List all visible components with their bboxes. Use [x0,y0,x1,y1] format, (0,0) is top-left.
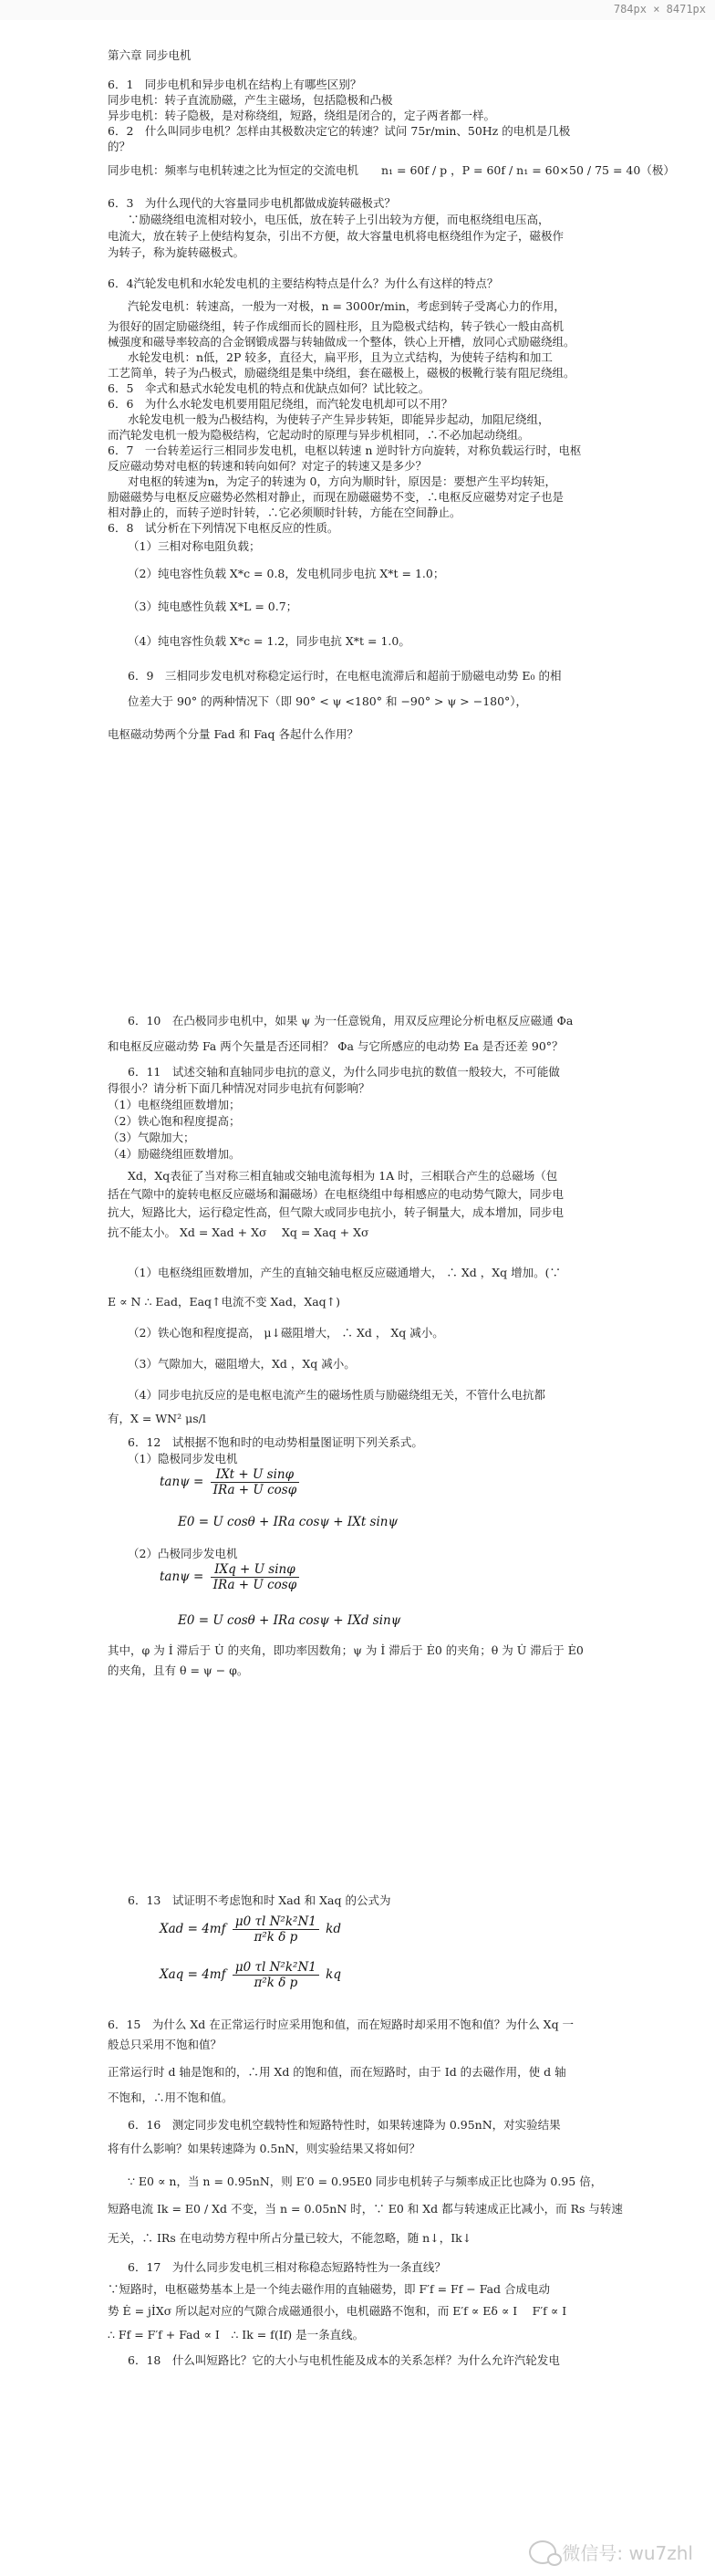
text-line: ∴ Ff = F′f + Fad ∝ I ∴ Ik = f(If) 是一条直线。 [108,2328,365,2341]
text-line: 电枢磁动势两个分量 Fad 和 Faq 各起什么作用？ [108,727,358,741]
text-line: （3）纯电感性负载 X*L = 0.7； [128,600,298,613]
text-line: 为很好的固定励磁绕组，转子作成细而长的圆柱形，且为隐极式结构，转子铁心一般由高机 [108,319,565,333]
text-line: 正常运行时 d 轴是饱和的，∴用 Xd 的饱和值，而在短路时，由于 Id 的去磁作用，使 d 轴 [108,2065,566,2079]
text-line: 抗不能太小。 Xd = Xad + Xσ Xq = Xaq + Xσ [108,1225,369,1239]
text-line: 水轮发电机：n低，2P 较多，直径大，扁平形，且为立式结构，为使转子结构和加工 [128,350,553,364]
text-line: （1）隐极同步发电机 [128,1452,238,1465]
text-line: 6．15 为什么 Xd 在正常运行时应采用饱和值，而在短路时却采用不饱和值？为什么 Xq 一 [108,2018,575,2031]
text-line: （3）气隙加大，磁阻增大，Xd ，Xq 减小。 [128,1357,356,1371]
text-line: ∵ E0 ∝ n，当 n = 0.95nN，则 E′0 = 0.95E0 同步电机转子与频率成正比也降为 0.95 倍， [128,2174,603,2188]
text-line: 位差大于 90° 的两种情况下（即 90° < ψ <180° 和 −90° > ψ > −180°）， [128,694,528,708]
e0-equation-cylindrical: E0 = U cosθ + IRa cosψ + IXt sinψ [178,1515,399,1529]
image-size-label: 784px × 8471px [613,3,706,16]
text-line: 相对静止的，而转子逆时针转，∴它必须顺时针转，方能在空间静止。 [108,506,461,519]
text-line: 有，X = WN² μs/l [108,1412,206,1425]
text-line: 反应磁动势对电枢的转速和转向如何？对定子的转速又是多少？ [108,459,428,473]
text-line: （2）凸极同步发电机 [128,1547,238,1560]
equation-poles: n₁ = 60f / p ，P = 60f / n₁ = 60×50 / 75 = 40（极） [381,163,675,177]
text-line: 水轮发电机一般为凸极结构，为使转子产生异步转矩，即能异步起动，加阻尼绕组， [128,412,550,426]
text-line: 6．3 为什么现代的大容量同步电机都做成旋转磁极式？ [108,196,396,210]
text-line: 势 Ė = jİXσ 所以起对应的气隙合成磁通很小，电机磁路不饱和，而 E′f ∝ Eδ ∝ I F′f ∝ I [108,2304,567,2318]
xad-formula: Xad = 4mf $\frac{\text{μ0 τl N²k²N1}}{\text{π²k δ p}}$ kd [160,1914,341,1945]
text-line: E ∝ N ∴ Ead，Eaq↑电流不变 Xad，Xaq↑) [108,1295,341,1309]
text-line: 将有什么影响？如果转速降为 0.5nN，则实验结果又将如何？ [108,2142,420,2155]
text-line: ∵励磁绕组电流相对较小，电压低，放在转子上引出较为方便，而电枢绕组电压高， [128,213,550,226]
text-line: 抗大，短路比大，运行稳定性高，但气隙大或同步电抗小，转子铜量大，成本增加，同步电 [108,1205,565,1219]
text-line: 得很小？请分析下面几种情况对同步电抗有何影响？ [108,1081,370,1095]
text-line: 而汽轮发电机一般为隐极结构，它起动时的原理与异步机相同，∴不必加起动绕组。 [108,428,530,442]
tan-psi-equation-cylindrical: tanψ = $\frac{\text{IXt + U sinφ}}{\text{IRa + U cosφ}}$ [160,1467,302,1497]
text-line: （1）三相对称电阻负载； [128,539,261,553]
text-line: 对电枢的转速为n，为定子的转速为 0，方向为顺时针，原因是：要想产生平均转矩， [128,475,556,488]
tan-psi-equation-salient: tanψ = $\frac{\text{IXq + U sinφ}}{\text{IRa + U cosφ}}$ [160,1562,302,1592]
text-line: 的夹角，且有 θ = ψ − φ。 [108,1663,249,1677]
text-line: 6．9 三相同步发电机对称稳定运行时，在电枢电流滞后和超前于励磁电动势 E₀ 的相 [128,669,562,683]
watermark-text: 微信号: wu7zhl [562,2542,693,2564]
text-line: 般总只采用不饱和值？ [108,2038,223,2051]
text-line: 6．4汽轮发电机和水轮发电机的主要结构特点是什么？为什么有这样的特点？ [108,276,499,290]
text-line: 异步电机：转子隐极，是对称绕组，短路，绕组是闭合的，定子两者都一样。 [108,109,496,122]
text-line: 6．18 什么叫短路比？它的大小与电机性能及成本的关系怎样？为什么允许汽轮发电 [128,2353,560,2367]
text-line: 6．17 为什么同步发电机三相对称稳态短路特性为一条直线？ [128,2260,446,2274]
text-line: 电流大，放在转子上使结构复杂，引出不方便，故大容量电机将电枢绕组作为定子，磁极作 [108,229,565,243]
text-line: （4）同步电抗反应的是电枢电流产生的磁场性质与励磁绕组无关，不管什么电抗都 [128,1388,545,1402]
text-line: （1）电枢绕组匝数增加，产生的直轴交轴电枢反应磁通增大， ∴ Xd ，Xq 增加。(∵ [128,1266,562,1279]
text-line: 的？ [108,140,131,153]
text-line: 为转子，称为旋转磁极式。 [108,245,245,259]
wechat-watermark [529,2539,693,2565]
text-line: 6．13 试证明不考虑饱和时 Xad 和 Xaq 的公式为 [128,1893,391,1907]
xaq-formula: Xaq = 4mf $\frac{\text{μ0 τl N²k²N1}}{\text{π²k δ p}}$ kq [160,1960,341,1990]
text-line: 不饱和，∴用不饱和值。 [108,2091,233,2104]
text-line: 工艺简单，转子为凸极式，励磁绕组是集中绕组，套在磁极上，磁极的极靴行装有阻尼绕组。 [108,366,575,380]
text-line: （2）铁心饱和程度提高； [108,1114,241,1128]
text-line: 6．8 试分析在下列情况下电枢反应的性质。 [108,521,339,535]
text-line: 6．6 为什么水轮发电机要用阻尼绕组，而汽轮发电机却可以不用？ [108,397,453,411]
text-line: 同步电机：转子直流励磁，产生主磁场，包括隐极和凸极 [108,93,393,107]
text-line: （3）气隙加大； [108,1131,195,1144]
text-line: 6．5 伞式和悬式水轮发电机的特点和优缺点如何？试比较之。 [108,381,430,395]
text-line: 6．10 在凸极同步电机中，如果 ψ 为一任意锐角，用双反应理论分析电枢反应磁通 Φa [128,1014,574,1027]
text-line: 6．2 什么叫同步电机？怎样由其极数决定它的转速？试问 75r/min、50Hz 的电机是几极 [108,124,571,138]
e0-equation-salient: E0 = U cosθ + IRa cosψ + IXd sinψ [178,1613,401,1628]
wechat-icon [529,2540,556,2564]
text-line: 6．1 同步电机和异步电机在结构上有哪些区别？ [108,78,362,91]
text-line: 6．7 一台转差运行三相同步发电机，电枢以转速 n 逆时针方向旋转，对称负载运行时，电枢 [108,443,582,457]
text-line: 6．11 试述交轴和直轴同步电抗的意义，为什么同步电抗的数值一般较大，不可能做 [128,1065,560,1079]
chapter-title: 第六章 同步电机 [108,48,192,62]
text-line: 6．16 测定同步发电机空载特性和短路特性时，如果转速降为 0.95nN，对实验结果 [128,2118,561,2132]
text-line: 械强度和磁导率较高的合金钢锻成器与转轴做成一个整体，铁心上开槽，放同心式励磁绕组。 [108,335,575,349]
text-line: 无关，∴ IRs 在电动势方程中所占分量已较大，不能忽略，随 n↓，Ik↓ [108,2231,472,2245]
text-line: Xd，Xq表征了当对称三相直轴或交轴电流每相为 1A 时，三相联合产生的总磁场（包 [128,1169,558,1183]
text-line: （4）纯电容性负载 X*c = 1.2，同步电抗 X*t = 1.0。 [128,634,410,648]
text-line: （4）励磁绕组匝数增加。 [108,1147,241,1161]
text-line: （2）纯电容性负载 X*c = 0.8，发电机同步电抗 X*t = 1.0； [128,567,445,580]
text-line: 同步电机：频率与电机转速之比为恒定的交流电机 [108,163,359,177]
text-line: 括在气隙中的旋转电枢反应磁场和漏磁场）在电枢绕组中每相感应的电动势气隙大，同步电 [108,1187,565,1201]
text-line: 其中，φ 为 İ 滞后于 U̇ 的夹角，即功率因数角；ψ 为 İ 滞后于 Ė0 的夹角；θ 为 U̇ 滞后于 Ė0 [108,1643,584,1657]
text-line: （1）电枢绕组匝数增加； [108,1098,241,1111]
text-line: （2）铁心饱和程度提高， μ↓磁阻增大， ∴ Xd ， Xq 减小。 [128,1326,444,1340]
text-line: 汽轮发电机：转速高，一般为一对极，n = 3000r/min，考虑到转子受离心力的作用， [128,299,565,313]
text-line: 短路电流 Ik = E0 / Xd 不变，当 n = 0.05nN 时，∵ E0 和 Xd 都与转速成正比减小，而 Rs 与转速 [108,2202,623,2216]
text-line: 和电枢反应磁动势 Fa 两个矢量是否还同相？ Φa 与它所感应的电动势 Ea 是否还差 90°？ [108,1039,564,1053]
text-line: ∵短路时，电枢磁势基本上是一个纯去磁作用的直轴磁势，即 F′f = Ff − Fad 合成电动 [108,2282,551,2296]
text-line: 6．12 试根据不饱和时的电动势相量图证明下列关系式。 [128,1435,423,1449]
text-line: 励磁磁势与电枢反应磁势必然相对静止，而现在励磁磁势不变，∴电枢反应磁势对定子也是 [108,490,565,504]
